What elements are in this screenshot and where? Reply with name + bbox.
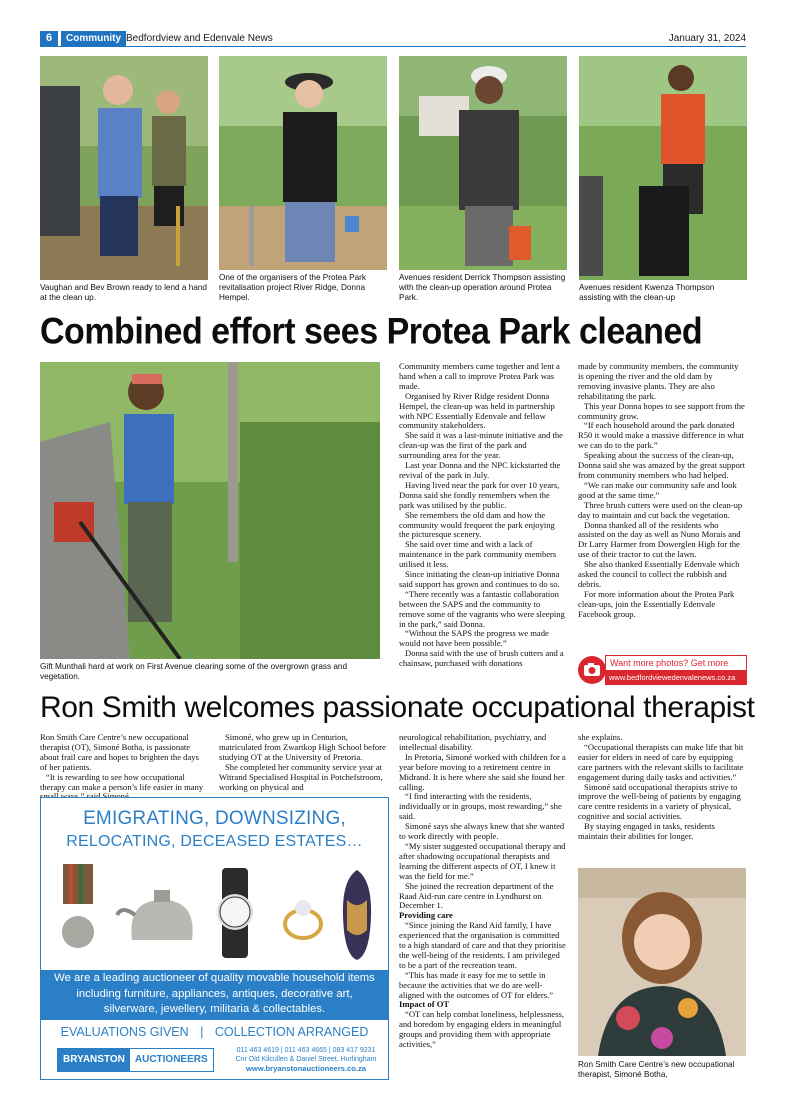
- paragraph: She completed her community service year at Witrand Specialised Hospital in Potchefstroom, working on physical and: [219, 761, 383, 792]
- paragraph: “OT can help combat loneliness, helplessness, and boredom by engaging elders in meaningful groups and providing them with appropriate activities,”: [399, 1009, 565, 1050]
- ad-address: Cnr Old Kilcullen & Daniel Street, Hurlingham: [235, 1056, 377, 1063]
- issue-date: January 31, 2024: [668, 33, 746, 44]
- subheading-providing-care: Providing care: [399, 910, 453, 921]
- article2-column-3: [399, 733, 567, 1050]
- ad-headline-1: EMIGRATING, DOWNSIZING,: [83, 808, 346, 829]
- ad-services: [41, 1023, 388, 1041]
- ad-items-image: [47, 860, 383, 965]
- paragraph: made by community members, the community is opening the river and the old dam by removing invasive plants. They are also rehabilitating the park.: [578, 361, 739, 401]
- paragraph: Donna said with the use of brush cutters and a chainsaw, purchased with donations: [399, 648, 564, 669]
- ad-description-line: including furniture, appliances, antiques, decorative art,: [76, 987, 353, 1000]
- paragraph: She joined the recreation department of the Raad Aid-run care centre in Lyndhurst on December 1.: [399, 880, 554, 911]
- paragraph: She said it was a last-minute initiative and the clean-up was the first of the park and surrounding area for the year.: [399, 430, 563, 461]
- paragraph: By staying engaged in tasks, residents maintain their abilities for longer.: [578, 821, 715, 842]
- photo-donna-hempel: [219, 56, 387, 270]
- promo-text: Want more photos? Get more: [605, 655, 747, 671]
- ad-service-evaluations: EVALUATIONS GIVEN: [60, 1025, 189, 1039]
- ad-headline-2: RELOCATING, DECEASED ESTATES…: [66, 833, 363, 850]
- paragraph: “There recently was a fantastic collaboration between the SAPS and the community to remove some of the vagrants who were sleeping in the park,” said Donna.: [399, 588, 565, 629]
- photo-vaughan-bev-brown: [40, 56, 208, 280]
- paragraph: she explains.: [578, 732, 623, 742]
- paragraph: “Occupational therapists can make life that bit easier for elders in need of care by equipping care partners with the relevant skills to facilitate engagement during daily tasks and activities.”: [578, 741, 744, 782]
- article1-column-1: [399, 362, 567, 669]
- ad-description-line: silverware, jewellery, militaria & collectables.: [103, 1003, 326, 1015]
- paragraph: Simoné says she always knew that she wanted to work directly with people.: [399, 821, 565, 842]
- subheading-impact-of-ot: Impact of OT: [399, 999, 450, 1010]
- paragraph: “It is rewarding to see how occupational therapy can make a person’s life easier in many: [40, 771, 204, 792]
- ad-description: [41, 970, 388, 1020]
- paragraph: Since initiating the clean-up initiative Donna said support has grown and continues to do so.: [399, 569, 560, 589]
- paragraph: Last year Donna and the NPC kickstarted the revival of the park in July.: [399, 460, 561, 480]
- paragraph: Three brush cutters were used on the clean-up day to maintain and cut back the vegetation.: [578, 499, 743, 520]
- article1-column-2: [578, 362, 746, 620]
- paragraph: “If each household around the park donated R50 it would make a massive difference in what we can do to the park.”: [578, 420, 744, 451]
- ad-brand-logo: [57, 1048, 214, 1072]
- article2-column-4: [578, 733, 746, 842]
- paragraph: Organised by River Ridge resident Donna Hempel, the clean-up was held in partnership with NPC Essentially Edenvale and fellow community stakeholders.: [399, 390, 555, 431]
- caption-main-photo: Gift Munthali hard at work on First Avenue clearing some of the overgrown grass and vegetation.: [40, 662, 348, 681]
- paragraph: “I find interacting with the residents, individually or in groups, most rewarding,” she said.: [399, 791, 562, 822]
- article2-column-1: [40, 733, 208, 802]
- caption-photo-1: Vaughan and Bev Brown ready to lend a hand at the clean up.: [40, 283, 207, 302]
- caption-photo-2: One of the organisers of the Protea Park revitalisation project River Ridge, Donna Hempel.: [219, 273, 367, 302]
- section-tag[interactable]: Community: [61, 31, 126, 46]
- camera-icon: [577, 655, 607, 685]
- article-headline-protea-park: Combined effort sees Protea Park cleaned: [40, 311, 703, 353]
- bryanston-auctioneers-ad[interactable]: [40, 797, 389, 1080]
- paragraph: She remembers the old dam and how the community would frequent the park enjoying the picturesque scenery.: [399, 509, 555, 540]
- paragraph: She also thanked Essentially Edenvale which asked the council to collect the rubbish and debris.: [578, 559, 740, 589]
- paragraph: Having lived near the park for over 10 years, Donna said she fondly remembers when the park was utilised by the public.: [399, 479, 560, 510]
- paragraph: Community members came together and lent a hand when a call to improve Protea Park was made.: [399, 361, 560, 391]
- article2-column-2: [219, 733, 387, 792]
- more-photos-promo[interactable]: [577, 655, 747, 685]
- paragraph: neurological rehabilitation, psychiatry, and intellectual disability.: [399, 732, 547, 752]
- promo-url-link[interactable]: www.bedfordviewedenvalenews.co.za: [605, 671, 747, 685]
- ad-contact: [227, 1046, 385, 1073]
- ad-brand-part-2: AUCTIONEERS: [134, 1054, 208, 1065]
- paragraph: Donna thanked all of the residents who assisted on the day as well as Nuno Morais and Dr Larry Harmer from Dowerglen High for the use of their tractor to cut the lawn.: [578, 519, 741, 560]
- page-number: 6: [40, 31, 58, 46]
- caption-photo-4: Avenues resident Kwenza Thompson assisting with the clean-up: [579, 283, 715, 302]
- caption-simone-botha: Ron Smith Care Centre’s new occupational therapist, Simoné Botha,: [578, 1060, 735, 1079]
- page-header: [40, 31, 746, 47]
- paragraph: Simoné said occupational therapists strive to improve the well-being of patients by engaging care centre residents in a variety of physical, cognitive and social activities.: [578, 781, 741, 822]
- paragraph: Speaking about the success of the clean-up, Donna said she was amazed by the great support from community members who had helped.: [578, 450, 746, 480]
- paragraph: For more information about the Protea Park clean-ups, join the Essentially Edenvale Facebook group.: [578, 588, 735, 619]
- paragraph: In Pretoria, Simoné worked with children for a year before moving to a retirement centre in Midrand. It is here where she said she found her calling.: [399, 751, 566, 792]
- paragraph: Ron Smith Care Centre’s new occupational therapist (OT), Simoné Botha, is passionate about frail care and hopes to brighten the days of her patients.: [40, 732, 199, 772]
- ad-service-collection: COLLECTION ARRANGED: [214, 1025, 369, 1039]
- paper-name: Bedfordview and Edenvale News: [126, 33, 273, 44]
- ad-service-separator: |: [200, 1025, 204, 1039]
- paragraph: “This has made it easy for me to settle in because the activities that we do are well-aligned with the outcomes of OT for elders.”: [399, 969, 554, 1000]
- paragraph: Simoné, who grew up in Centurion, matriculated from Zwartkop High School before studying OT at the University of Pretoria.: [219, 732, 386, 762]
- photo-gift-munthali: [40, 362, 380, 659]
- article-headline-ron-smith: Ron Smith welcomes passionate occupational therapist: [40, 691, 755, 724]
- paragraph: She said over time and with a lack of maintenance in the park community members utilised it less.: [399, 539, 557, 570]
- paragraph: “Without the SAPS the progress we made would not have been possible.”: [399, 628, 549, 649]
- paragraph: “My sister suggested occupational therapy and after shadowing occupational therapists and learning the different aspects of OT, I knew it was the field for me.”: [399, 840, 566, 881]
- ad-brand-part-1: BRYANSTON: [58, 1049, 130, 1071]
- ad-description-line: We are a leading auctioneer of quality movable household items: [54, 972, 375, 984]
- ad-phones[interactable]: 011 463 4619 | 011 463 4665 | 083 417 9231: [236, 1047, 376, 1054]
- caption-photo-3: Avenues resident Derrick Thompson assisting with the clean-up operation around Protea Park.: [399, 273, 566, 302]
- paragraph: “Since joining the Rand Aid family, I have experienced that the organisation is committed to a high standard of care and that they prioritise the well-being of the residents. I am privileged to be a part of the recreation team.: [399, 920, 566, 970]
- photo-kwenza-thompson: [579, 56, 747, 280]
- header-rule: [40, 46, 746, 47]
- paragraph: “We can make our community safe and look good at the same time.”: [578, 479, 737, 500]
- photo-derrick-thompson: [399, 56, 567, 270]
- paragraph: This year Donna hopes to see support from the community grow.: [578, 400, 745, 421]
- photo-simone-botha: [578, 868, 746, 1056]
- ad-footer: [41, 1044, 388, 1080]
- ad-website-link[interactable]: www.bryanstonauctioneers.co.za: [246, 1064, 366, 1073]
